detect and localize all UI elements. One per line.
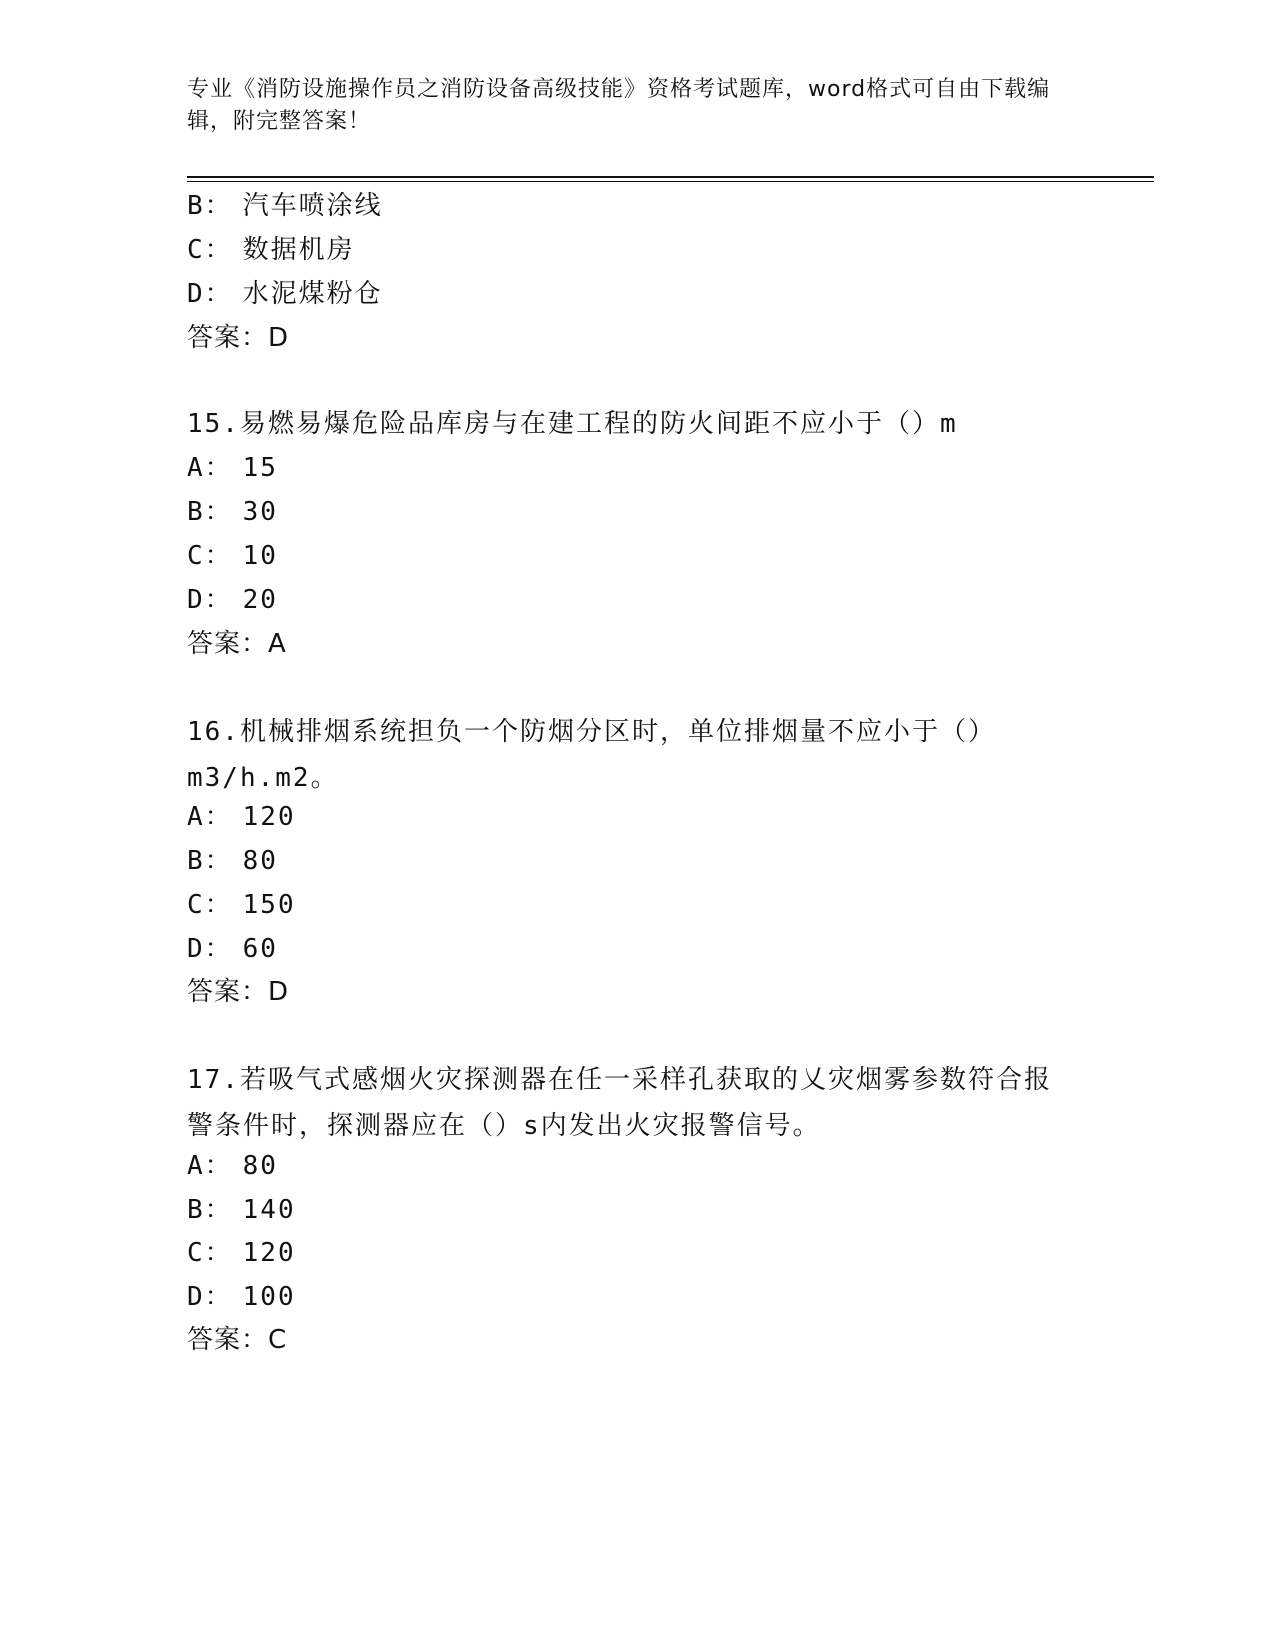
option-line bbox=[187, 889, 296, 921]
option-letter: B： bbox=[187, 1195, 233, 1225]
option-line bbox=[187, 452, 278, 484]
option-line bbox=[187, 278, 383, 310]
option-text: 10 bbox=[242, 541, 278, 571]
option-letter: C： bbox=[187, 235, 233, 265]
answer-line: 答案：D bbox=[187, 977, 290, 1007]
option-line bbox=[187, 933, 278, 965]
option-line bbox=[187, 496, 278, 528]
option-line bbox=[187, 845, 278, 877]
header-divider-thin bbox=[187, 181, 1154, 182]
option-letter: B： bbox=[187, 497, 233, 527]
option-text: 数据机房 bbox=[242, 235, 355, 265]
option-text: 140 bbox=[242, 1195, 296, 1225]
option-text: 80 bbox=[242, 846, 278, 876]
option-text: 15 bbox=[242, 453, 278, 483]
question-text: 17.若吸气式感烟火灾探测器在任一采样孔获取的乂灾烟雾参数符合报警条件时，探测器应在（）s内发出火灾报警信号。 bbox=[187, 1065, 1052, 1141]
option-text: 60 bbox=[242, 934, 278, 964]
option-letter: C： bbox=[187, 541, 233, 571]
option-line bbox=[187, 540, 278, 572]
option-line bbox=[187, 1281, 296, 1313]
option-line bbox=[187, 1194, 296, 1226]
option-letter: C： bbox=[187, 1238, 233, 1268]
header-divider-thick bbox=[187, 176, 1154, 178]
option-text: 150 bbox=[242, 890, 296, 920]
option-line bbox=[187, 1237, 296, 1269]
option-letter: B： bbox=[187, 846, 233, 876]
option-letter: D： bbox=[187, 585, 233, 615]
option-letter: D： bbox=[187, 1282, 233, 1312]
option-text: 汽车喷涂线 bbox=[242, 191, 383, 221]
option-line bbox=[187, 234, 355, 266]
option-text: 120 bbox=[242, 802, 296, 832]
option-text: 120 bbox=[242, 1238, 296, 1268]
answer-line: 答案：C bbox=[187, 1325, 288, 1355]
option-line bbox=[187, 1150, 278, 1182]
option-text: 80 bbox=[242, 1151, 278, 1181]
option-letter: A： bbox=[187, 453, 233, 483]
option-letter: D： bbox=[187, 934, 233, 964]
question-text: 16.机械排烟系统担负一个防烟分区时，单位排烟量不应小于（）m3/h.m2。 bbox=[187, 717, 996, 793]
option-text: 30 bbox=[242, 497, 278, 527]
option-text: 100 bbox=[242, 1282, 296, 1312]
option-line bbox=[187, 584, 278, 616]
option-text: 水泥煤粉仓 bbox=[242, 279, 383, 309]
option-line bbox=[187, 190, 383, 222]
option-line bbox=[187, 801, 296, 833]
option-letter: D： bbox=[187, 279, 233, 309]
option-letter: A： bbox=[187, 802, 233, 832]
option-letter: B： bbox=[187, 191, 233, 221]
answer-line: 答案：D bbox=[187, 323, 290, 353]
question-text: 15.易燃易爆危险品库房与在建工程的防火间距不应小于（）m bbox=[187, 409, 958, 439]
option-letter: C： bbox=[187, 890, 233, 920]
answer-line: 答案：A bbox=[187, 629, 287, 659]
document-header: 专业《消防设施操作员之消防设备高级技能》资格考试题库，word格式可自由下载编辑，附完整答案！ bbox=[187, 77, 1051, 134]
option-letter: A： bbox=[187, 1151, 233, 1181]
option-text: 20 bbox=[242, 585, 278, 615]
